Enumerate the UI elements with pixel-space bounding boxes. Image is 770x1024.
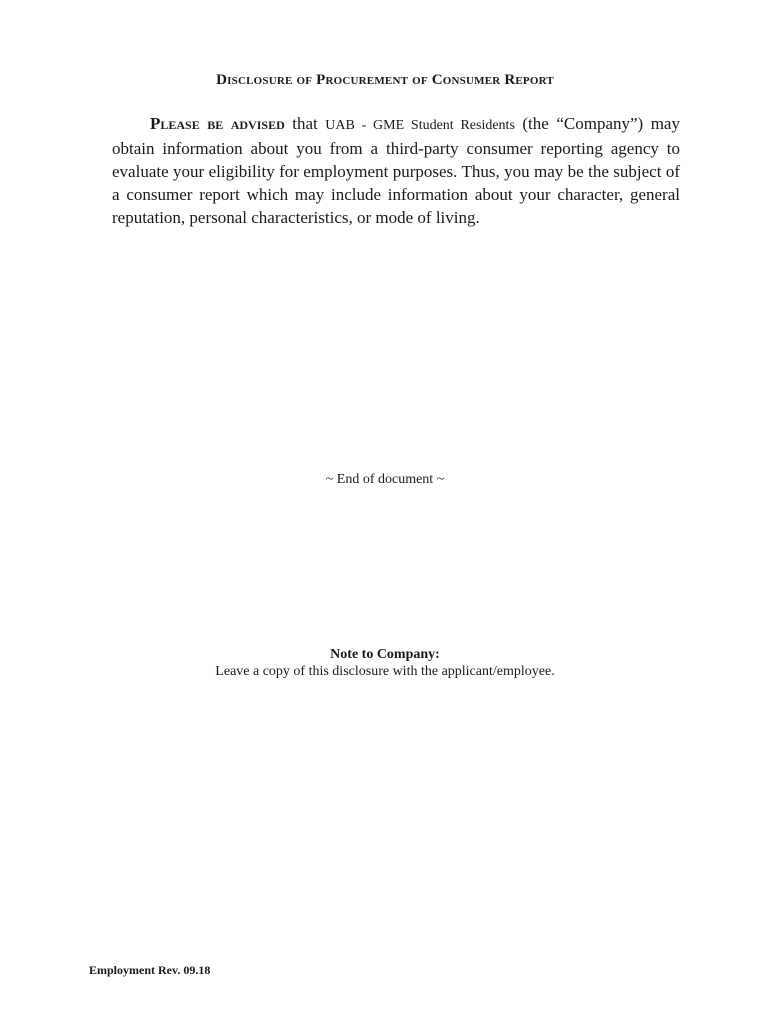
footer-revision: Employment Rev. 09.18 [89, 963, 211, 977]
document-title: Disclosure of Procurement of Consumer Report [216, 72, 554, 88]
please-be-advised-lead: Please be advised [150, 114, 285, 133]
note-to-company-text: Leave a copy of this disclosure with the applicant/employee. [215, 664, 555, 679]
disclosure-paragraph [112, 112, 680, 229]
paragraph-text-before-company: that [284, 114, 326, 133]
paragraph-text-after-company: (the “Company”) may obtain information about you from a third-party consumer reporting agency to evaluate your eligibility for employment purposes. Thus, you may be the subject of a consumer report which may include information about your character, general reputation, personal characteristics, or mode of living. [112, 114, 680, 227]
company-name: UAB - GME Student Residents [325, 118, 515, 133]
end-of-document-marker: ~ End of document ~ [325, 472, 445, 487]
note-to-company-heading: Note to Company: [330, 647, 440, 662]
